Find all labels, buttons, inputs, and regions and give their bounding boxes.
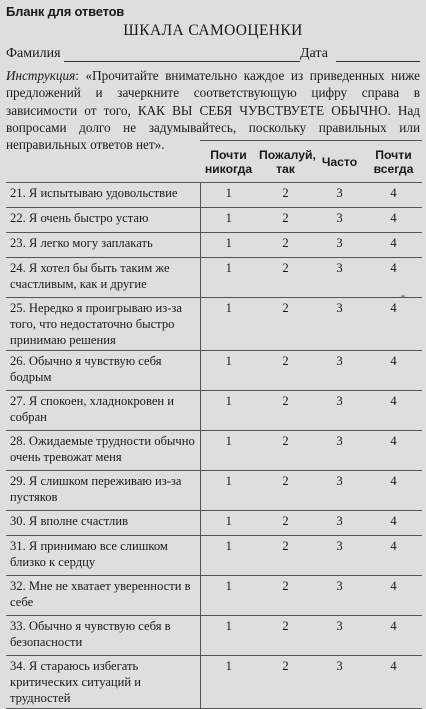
- answer-option-1[interactable]: 1: [200, 616, 257, 656]
- answer-option-4[interactable]: 4: [365, 616, 422, 656]
- table-row: [6, 208, 422, 233]
- table-row: [6, 233, 422, 258]
- answer-option-1[interactable]: 1: [200, 208, 257, 233]
- item-statement: 32. Мне не хватает уверенности в себе: [6, 576, 200, 616]
- answer-option-4[interactable]: 4: [365, 298, 422, 351]
- answer-option-1[interactable]: 1: [200, 258, 257, 298]
- answer-option-1[interactable]: 1: [200, 656, 257, 709]
- answer-option-4[interactable]: 4: [365, 351, 422, 391]
- table-row: [6, 536, 422, 576]
- answer-option-2[interactable]: 2: [257, 208, 314, 233]
- answer-option-2[interactable]: 2: [257, 183, 314, 208]
- surname-label: Фамилия: [6, 46, 61, 61]
- answer-option-4[interactable]: 4: [365, 511, 422, 536]
- instruction-body: : «Прочитайте внимательно каждое из приведенных ниже предложений и зачеркните соответствующую цифру справа в зависимости от того, КАК ВЫ СЕБЯ ЧУВСТВУЕТЕ ОБЫЧНО. Над вопросами долго не задумывайтесь, поскольку правильных или неправильных ответов нет».: [6, 68, 420, 153]
- date-field[interactable]: [336, 61, 420, 62]
- answer-option-4[interactable]: 4: [365, 258, 422, 298]
- answer-option-3[interactable]: 3: [314, 656, 365, 709]
- answer-option-3[interactable]: 3: [314, 471, 365, 511]
- item-statement: 24. Я хотел бы быть таким же счастливым, как и другие: [6, 258, 200, 298]
- answer-option-1[interactable]: 1: [200, 183, 257, 208]
- table-row: [6, 471, 422, 511]
- table-row: [6, 391, 422, 431]
- answer-option-2[interactable]: 2: [257, 471, 314, 511]
- answer-option-1[interactable]: 1: [200, 233, 257, 258]
- answer-option-1[interactable]: 1: [200, 298, 257, 351]
- item-statement: 23. Я легко могу заплакать: [6, 233, 200, 258]
- date-label: Дата: [300, 46, 328, 61]
- answer-option-3[interactable]: 3: [314, 298, 365, 351]
- answer-option-3[interactable]: 3: [314, 536, 365, 576]
- answer-option-2[interactable]: 2: [257, 616, 314, 656]
- answer-option-2[interactable]: 2: [257, 536, 314, 576]
- answer-option-3[interactable]: 3: [314, 183, 365, 208]
- answer-option-3[interactable]: 3: [314, 258, 365, 298]
- instruction-lead: Инструкция: [6, 68, 76, 83]
- item-statement: 21. Я испытываю удовольствие: [6, 183, 200, 208]
- answer-option-2[interactable]: 2: [257, 391, 314, 431]
- answer-option-2[interactable]: 2: [257, 511, 314, 536]
- header-almost-never: Почти никогда: [200, 141, 257, 183]
- answer-option-4[interactable]: 4: [365, 391, 422, 431]
- table-row: [6, 511, 422, 536]
- self-assessment-table: [6, 140, 422, 709]
- header-almost-always: Почти всегда: [365, 141, 422, 183]
- item-statement: 26. Обычно я чувствую себя бодрым: [6, 351, 200, 391]
- answer-option-1[interactable]: 1: [200, 391, 257, 431]
- item-statement: 29. Я слишком переживаю из-за пустяков: [6, 471, 200, 511]
- answer-option-4[interactable]: 4: [365, 431, 422, 471]
- answer-option-1[interactable]: 1: [200, 431, 257, 471]
- answer-option-4[interactable]: 4: [365, 471, 422, 511]
- table-row: [6, 431, 422, 471]
- item-statement: 31. Я принимаю все слишком близко к сердцу: [6, 536, 200, 576]
- answer-option-2[interactable]: 2: [257, 258, 314, 298]
- answer-option-3[interactable]: 3: [314, 208, 365, 233]
- item-statement: 27. Я спокоен, хладнокровен и собран: [6, 391, 200, 431]
- item-statement: 28. Ожидаемые трудности обычно очень тревожат меня: [6, 431, 200, 471]
- table-row: [6, 298, 422, 351]
- answer-option-1[interactable]: 1: [200, 536, 257, 576]
- answer-option-3[interactable]: 3: [314, 616, 365, 656]
- answer-option-3[interactable]: 3: [314, 351, 365, 391]
- header-often: Часто: [314, 141, 365, 183]
- name-date-fields: [6, 45, 420, 63]
- answer-option-1[interactable]: 1: [200, 471, 257, 511]
- table-row: [6, 258, 422, 298]
- stray-pen-mark: -: [401, 288, 405, 302]
- answer-option-3[interactable]: 3: [314, 576, 365, 616]
- answer-option-2[interactable]: 2: [257, 656, 314, 709]
- answer-option-2[interactable]: 2: [257, 298, 314, 351]
- answer-option-4[interactable]: 4: [365, 576, 422, 616]
- table-row: [6, 576, 422, 616]
- answer-option-4[interactable]: 4: [365, 183, 422, 208]
- header-item-column: [6, 141, 200, 183]
- item-statement: 25. Нередко я проигрываю из-за того, что недостаточно быстро принимаю решения: [6, 298, 200, 351]
- answer-option-1[interactable]: 1: [200, 511, 257, 536]
- answer-option-3[interactable]: 3: [314, 511, 365, 536]
- table-body: [6, 183, 422, 709]
- answer-option-2[interactable]: 2: [257, 233, 314, 258]
- answer-sheet-label: Бланк для ответов: [6, 4, 125, 19]
- answer-option-4[interactable]: 4: [365, 208, 422, 233]
- scale-title: ШКАЛА САМООЦЕНКИ: [123, 22, 303, 39]
- answer-option-3[interactable]: 3: [314, 233, 365, 258]
- answer-option-4[interactable]: 4: [365, 536, 422, 576]
- answer-option-1[interactable]: 1: [200, 351, 257, 391]
- answer-option-4[interactable]: 4: [365, 656, 422, 709]
- table-row: [6, 183, 422, 208]
- answer-option-1[interactable]: 1: [200, 576, 257, 616]
- answer-option-3[interactable]: 3: [314, 431, 365, 471]
- answer-option-3[interactable]: 3: [314, 391, 365, 431]
- item-statement: 30. Я вполне счастлив: [6, 511, 200, 536]
- answer-option-2[interactable]: 2: [257, 431, 314, 471]
- table-row: [6, 656, 422, 709]
- answer-option-2[interactable]: 2: [257, 576, 314, 616]
- item-statement: 22. Я очень быстро устаю: [6, 208, 200, 233]
- table-row: [6, 351, 422, 391]
- table-row: [6, 616, 422, 656]
- header-perhaps: Пожалуй, так: [257, 141, 314, 183]
- item-statement: 34. Я стараюсь избегать критических ситуаций и трудностей: [6, 656, 200, 709]
- answer-option-2[interactable]: 2: [257, 351, 314, 391]
- table-header-row: [6, 141, 422, 183]
- item-statement: 33. Обычно я чувствую себя в безопасности: [6, 616, 200, 656]
- answer-option-4[interactable]: 4: [365, 233, 422, 258]
- surname-field[interactable]: [64, 61, 300, 62]
